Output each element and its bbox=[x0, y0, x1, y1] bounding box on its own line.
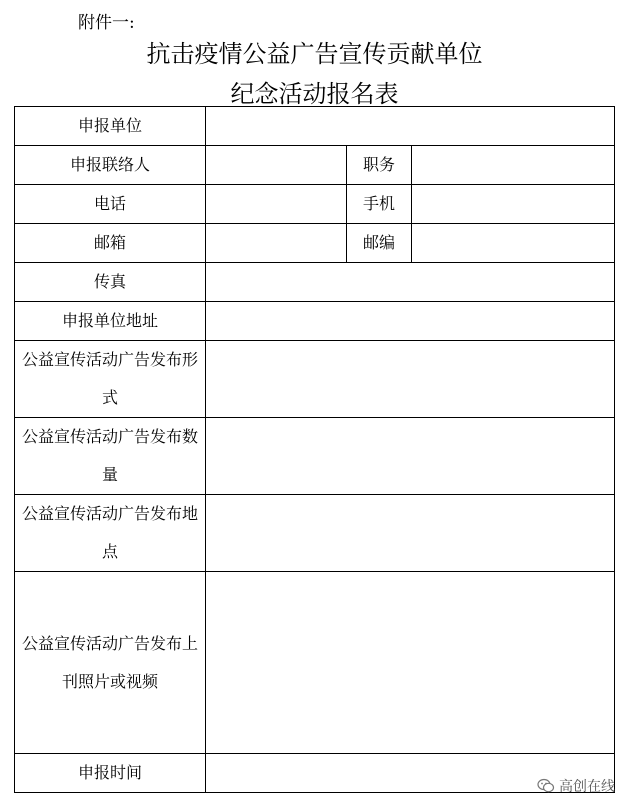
position-field[interactable] bbox=[412, 146, 615, 185]
date-label: 申报时间 bbox=[15, 754, 206, 793]
ad-quantity-label: 公益宣传活动广告发布数量 bbox=[15, 418, 206, 495]
postcode-label: 邮编 bbox=[347, 224, 412, 263]
watermark-text: 高创在线 bbox=[559, 779, 615, 795]
ad-media-label: 公益宣传活动广告发布上刊照片或视频 bbox=[15, 572, 206, 754]
mobile-field[interactable] bbox=[412, 185, 615, 224]
ad-location-field[interactable] bbox=[206, 495, 615, 572]
email-label: 邮箱 bbox=[15, 224, 206, 263]
ad-quantity-field[interactable] bbox=[206, 418, 615, 495]
ad-location-label: 公益宣传活动广告发布地点 bbox=[15, 495, 206, 572]
position-label: 职务 bbox=[347, 146, 412, 185]
unit-label: 申报单位 bbox=[15, 107, 206, 146]
fax-label: 传真 bbox=[15, 263, 206, 302]
fax-field[interactable] bbox=[206, 263, 615, 302]
ad-form-label: 公益宣传活动广告发布形式 bbox=[15, 341, 206, 418]
page-subtitle: 纪念活动报名表 bbox=[230, 80, 399, 108]
contact-field[interactable] bbox=[206, 146, 347, 185]
address-label: 申报单位地址 bbox=[15, 302, 206, 341]
annex-label: 附件一: bbox=[78, 13, 135, 33]
ad-form-field[interactable] bbox=[206, 341, 615, 418]
registration-form-table bbox=[14, 106, 615, 793]
ad-media-field[interactable] bbox=[206, 572, 615, 754]
watermark bbox=[537, 776, 615, 796]
page-title: 抗击疫情公益广告宣传贡献单位 bbox=[146, 40, 483, 68]
phone-field[interactable] bbox=[206, 185, 347, 224]
wechat-icon bbox=[537, 778, 555, 794]
address-field[interactable] bbox=[206, 302, 615, 341]
unit-field[interactable] bbox=[206, 107, 615, 146]
contact-label: 申报联络人 bbox=[15, 146, 206, 185]
phone-label: 电话 bbox=[15, 185, 206, 224]
postcode-field[interactable] bbox=[412, 224, 615, 263]
email-field[interactable] bbox=[206, 224, 347, 263]
mobile-label: 手机 bbox=[347, 185, 412, 224]
